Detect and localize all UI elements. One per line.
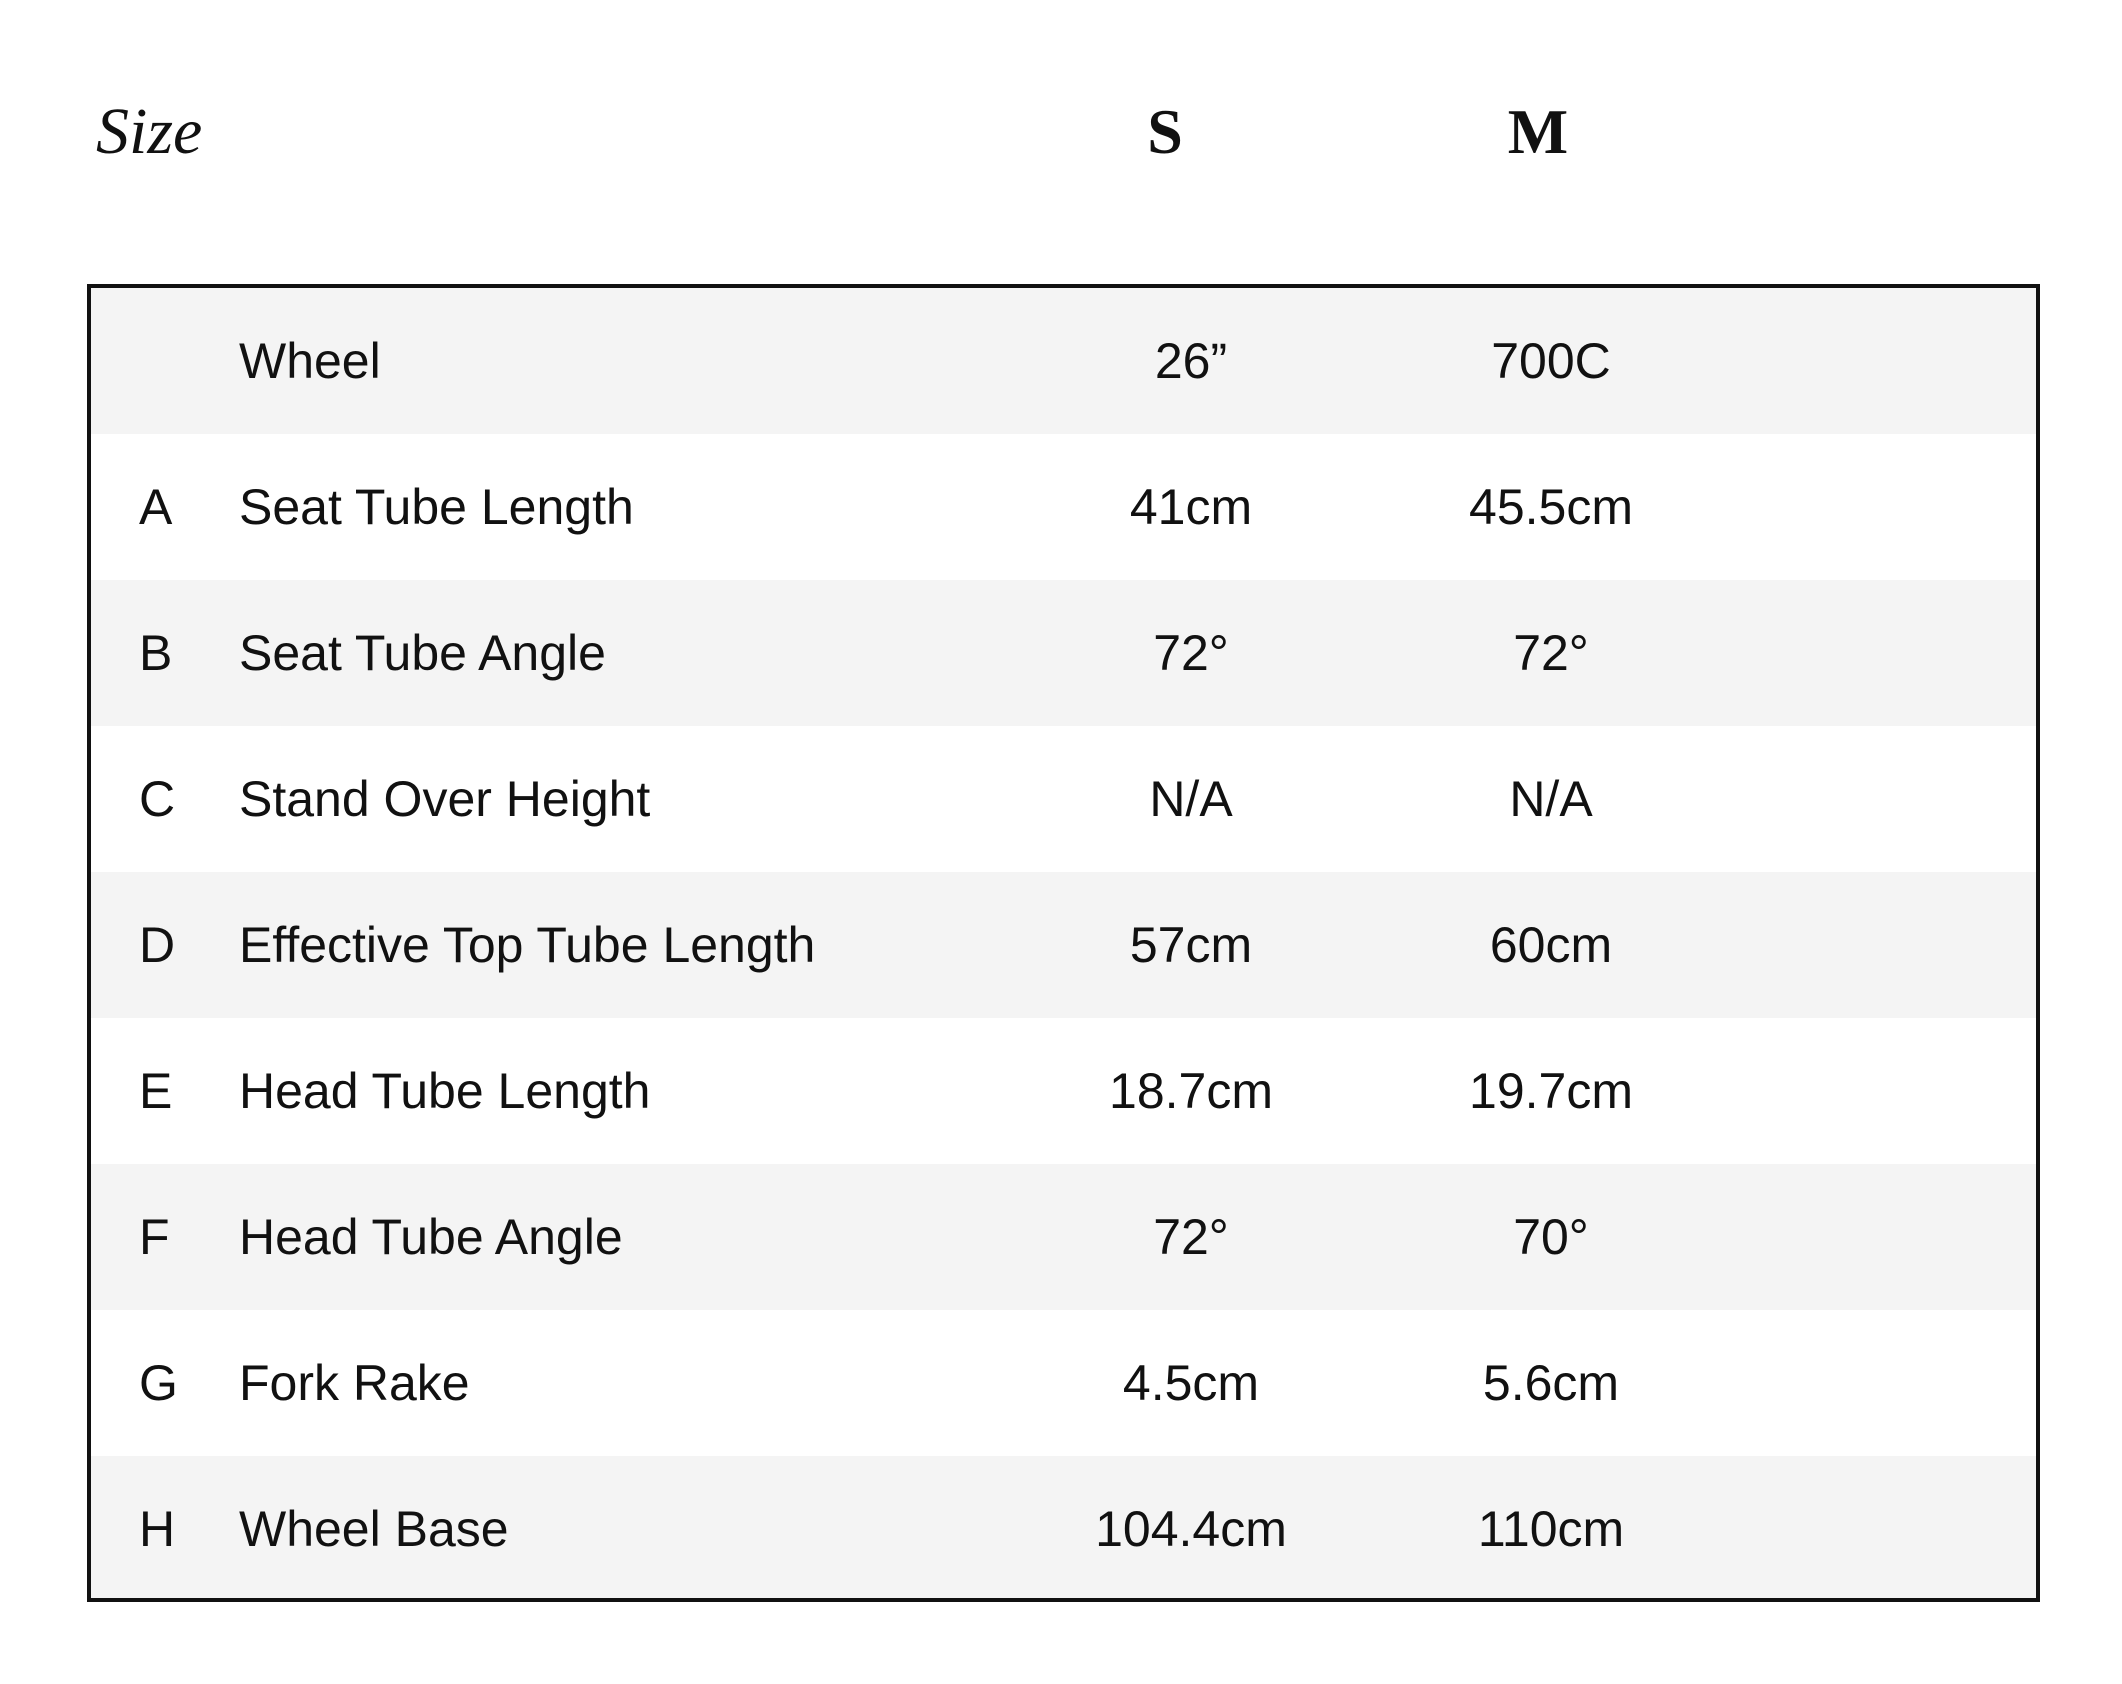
row-label: Effective Top Tube Length — [239, 917, 816, 973]
table-row — [91, 1456, 2036, 1602]
row-value-m: 45.5cm — [1469, 479, 1633, 535]
size-column-m: M — [1507, 96, 1569, 167]
row-value-m: 5.6cm — [1482, 1355, 1620, 1411]
table-row — [91, 580, 2036, 726]
row-value-s: 104.4cm — [1095, 1501, 1287, 1557]
row-label: Wheel Base — [239, 1501, 509, 1557]
size-title: Size — [96, 95, 203, 168]
row-label: Seat Tube Length — [239, 479, 634, 535]
row-value-s: 57cm — [1129, 917, 1253, 973]
row-letter: H — [139, 1501, 176, 1557]
row-letter — [139, 288, 199, 434]
row-value-s: 18.7cm — [1109, 1063, 1273, 1119]
row-letter: A — [139, 479, 173, 535]
row-value-s: 4.5cm — [1122, 1355, 1260, 1411]
table-row — [91, 872, 2036, 1018]
row-label: Head Tube Angle — [239, 1209, 623, 1265]
table-row — [91, 726, 2036, 872]
row-label: Head Tube Length — [239, 1063, 651, 1119]
row-label: Fork Rake — [239, 1355, 470, 1411]
table-row — [91, 1310, 2036, 1456]
row-value-s: 72° — [1153, 625, 1229, 681]
size-column-s: S — [1147, 96, 1183, 167]
row-value-m: 72° — [1513, 625, 1589, 681]
table-row — [91, 434, 2036, 580]
row-value-s: 26” — [1154, 333, 1228, 389]
row-letter: C — [139, 771, 176, 827]
row-letter: E — [139, 1063, 173, 1119]
row-label: Wheel — [239, 333, 381, 389]
row-value-m: N/A — [1509, 771, 1593, 827]
geometry-table — [87, 284, 2040, 1602]
row-value-s: 72° — [1153, 1209, 1229, 1265]
row-value-m: 70° — [1513, 1209, 1589, 1265]
row-value-m: 60cm — [1489, 917, 1613, 973]
row-letter: G — [139, 1355, 178, 1411]
table-row — [91, 1164, 2036, 1310]
row-letter: B — [139, 625, 173, 681]
row-letter: D — [139, 917, 176, 973]
table-row — [91, 288, 2036, 434]
table-row — [91, 1018, 2036, 1164]
row-value-m: 700C — [1491, 333, 1611, 389]
row-value-s: 41cm — [1129, 479, 1253, 535]
row-value-m: 110cm — [1477, 1501, 1625, 1557]
row-label: Stand Over Height — [239, 771, 651, 827]
row-value-s: N/A — [1149, 771, 1233, 827]
row-letter: F — [139, 1209, 170, 1265]
row-label: Seat Tube Angle — [239, 625, 606, 681]
row-value-m: 19.7cm — [1469, 1063, 1633, 1119]
size-header — [0, 0, 2122, 270]
